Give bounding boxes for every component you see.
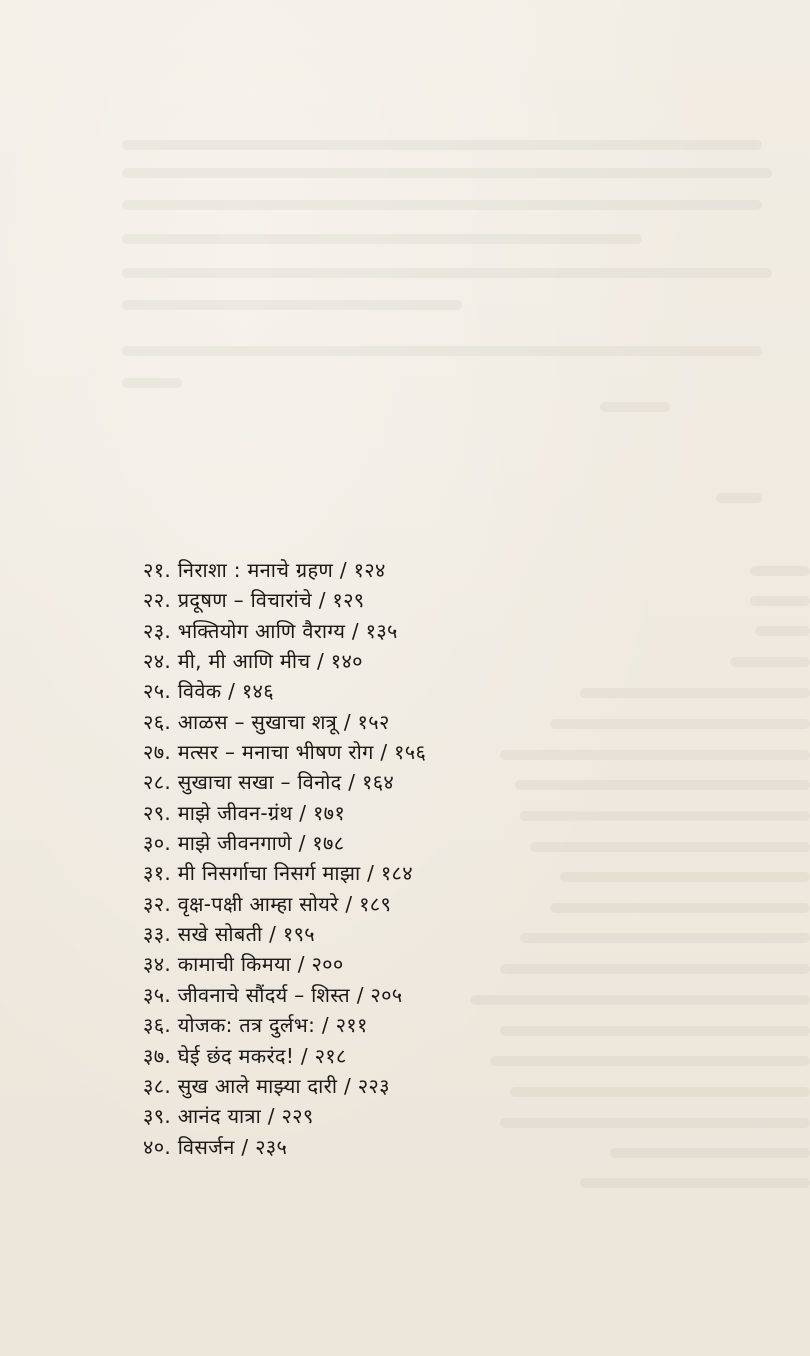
- page-separator: /: [321, 1013, 329, 1038]
- page-separator: /: [343, 1073, 352, 1098]
- toc-entry: [143, 858, 663, 888]
- chapter-title: आनंद यात्रा: [177, 1104, 262, 1129]
- chapter-number: ३५.: [143, 982, 172, 1007]
- chapter-number: २४.: [143, 649, 172, 674]
- chapter-number: ३०.: [143, 831, 172, 856]
- page-number: १७१: [312, 800, 346, 825]
- page-number: १४६: [241, 679, 274, 704]
- chapter-title: सुखाचा सखा – विनोद: [177, 770, 342, 795]
- table-of-contents: [143, 555, 663, 1162]
- chapter-number: ३६.: [143, 1013, 172, 1038]
- page-separator: /: [297, 952, 305, 977]
- page-separator: /: [345, 891, 353, 916]
- toc-entry: [143, 798, 663, 828]
- page-separator: /: [318, 588, 326, 613]
- toc-entry: [143, 676, 663, 706]
- page-number: २१८: [314, 1043, 347, 1068]
- chapter-title: प्रदूषण – विचारांचे: [177, 588, 313, 613]
- chapter-title: भक्तियोग आणि वैराग्य: [177, 618, 346, 643]
- toc-entry: [143, 646, 663, 676]
- page-number: १३५: [365, 618, 398, 643]
- toc-entry: [143, 707, 663, 737]
- chapter-title: घेई छंद मकरंद!: [177, 1043, 295, 1068]
- chapter-number: २३.: [143, 618, 172, 643]
- chapter-title: माझे जीवन-ग्रंथ: [177, 800, 293, 825]
- toc-entry: [143, 1132, 663, 1162]
- toc-entry: [143, 585, 663, 615]
- page-number: २००: [311, 952, 344, 977]
- chapter-title: सखे सोबती: [177, 922, 263, 947]
- page-number: १६४: [362, 770, 395, 795]
- page-separator: /: [267, 1104, 275, 1129]
- page-number: १५२: [357, 709, 390, 734]
- page-number: १८४: [380, 861, 413, 886]
- page-separator: /: [356, 982, 364, 1007]
- page-separator: /: [348, 770, 356, 795]
- chapter-number: २८.: [143, 770, 172, 795]
- chapter-number: ३७.: [143, 1043, 172, 1068]
- toc-entry: [143, 1041, 663, 1071]
- toc-entry: [143, 737, 663, 767]
- page-number: २२३: [357, 1073, 390, 1098]
- chapter-number: ३४.: [143, 952, 172, 977]
- toc-entry: [143, 949, 663, 979]
- page-number: १५६: [394, 740, 427, 765]
- page-separator: /: [300, 1043, 308, 1068]
- page-separator: /: [228, 679, 236, 704]
- chapter-title: विसर्जन: [177, 1134, 235, 1159]
- page-separator: /: [339, 558, 347, 582]
- chapter-number: ४०.: [143, 1134, 172, 1159]
- page-separator: /: [298, 831, 306, 856]
- chapter-title: वृक्ष-पक्षी आम्हा सोयरे: [177, 891, 339, 916]
- toc-entry: [143, 1010, 663, 1040]
- chapter-title: विवेक: [177, 679, 222, 704]
- chapter-number: ३२.: [143, 891, 172, 916]
- toc-entry: [143, 828, 663, 858]
- chapter-title: माझे जीवनगाणे: [177, 831, 292, 856]
- toc-entry: [143, 980, 663, 1010]
- page-separator: /: [299, 800, 307, 825]
- page-separator: /: [380, 740, 388, 765]
- page-separator: /: [351, 618, 359, 643]
- chapter-title: योजक: तत्र दुर्लभ:: [177, 1013, 316, 1038]
- chapter-number: ३८.: [143, 1073, 172, 1098]
- page-separator: /: [317, 649, 325, 674]
- page-number: २२९: [281, 1104, 314, 1129]
- page-number: २११: [335, 1013, 368, 1038]
- page-number: १७८: [312, 831, 345, 856]
- page-number: २०५: [370, 982, 403, 1007]
- page-number: १२९: [332, 588, 365, 613]
- page-separator: /: [241, 1134, 249, 1159]
- page-separator: /: [269, 922, 277, 947]
- page-number: १९५: [282, 922, 315, 947]
- chapter-title: आळस – सुखाचा शत्रू: [177, 709, 338, 734]
- chapter-number: ३३.: [143, 922, 172, 947]
- page-number: १८९: [359, 891, 392, 916]
- chapter-number: ३९.: [143, 1104, 172, 1129]
- chapter-title: जीवनाचे सौंदर्य – शिस्त: [177, 982, 351, 1007]
- chapter-title: मी निसर्गाचा निसर्ग माझा: [177, 861, 361, 886]
- toc-entry: [143, 919, 663, 949]
- toc-entry: [143, 889, 663, 919]
- chapter-number: २१.: [143, 558, 172, 582]
- page-number: २३५: [255, 1134, 288, 1159]
- toc-entry: [143, 1101, 663, 1131]
- chapter-title: कामाची किमया: [177, 952, 292, 977]
- page-number: १४०: [330, 649, 363, 674]
- toc-entry: [143, 1071, 663, 1101]
- chapter-title: निराशा : मनाचे ग्रहण: [177, 558, 334, 582]
- chapter-number: २५.: [143, 679, 172, 704]
- chapter-number: २९.: [143, 800, 172, 825]
- toc-entry: [143, 616, 663, 646]
- chapter-number: ३१.: [143, 861, 172, 886]
- chapter-title: मत्सर – मनाचा भीषण रोग: [177, 740, 374, 765]
- chapter-title: मी, मी आणि मीच: [177, 649, 311, 674]
- toc-entry: [143, 555, 663, 585]
- toc-entry: [143, 767, 663, 797]
- page-number: १२४: [353, 558, 386, 582]
- page-separator: /: [367, 861, 375, 886]
- chapter-number: २६.: [143, 709, 172, 734]
- chapter-title: सुख आले माझ्या दारी: [177, 1073, 338, 1098]
- chapter-number: २७.: [143, 740, 172, 765]
- chapter-number: २२.: [143, 588, 172, 613]
- page-separator: /: [343, 709, 351, 734]
